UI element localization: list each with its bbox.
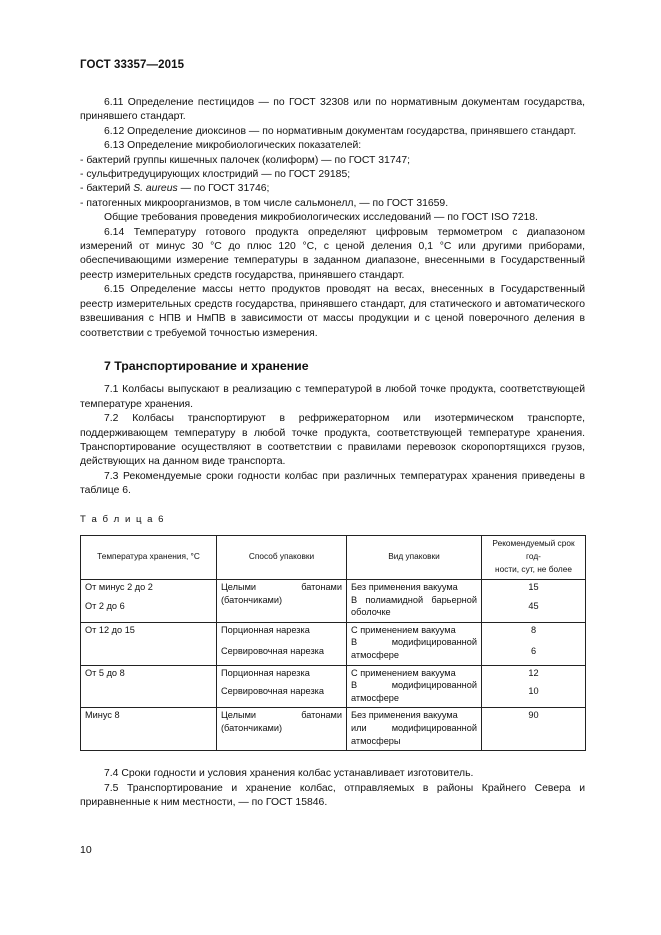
column-header-term	[482, 535, 586, 579]
cell-line: Сервировочная нарезка	[221, 646, 325, 657]
cell-line: В модифицированной атмосфере	[351, 637, 477, 660]
page-number: 10	[80, 844, 92, 856]
paragraph-6-12: 6.12 Определение диоксинов — по нормативным документам государства, принявшего стандарт.	[104, 125, 577, 137]
cell-line: 45	[528, 600, 539, 611]
cell-line: Порционная нарезка	[221, 667, 310, 678]
cell-line: С применением вакуума	[351, 624, 456, 635]
paragraph-7-1: 7.1 Колбасы выпускают в реализацию с температурой в любой точке продукта, соответствующей температуре хранения.	[80, 384, 585, 410]
paragraph-6-15: 6.15 Определение массы нетто продуктов проводят на весах, внесенных в Государственный реестр измерительных средств государства, принявшего стандарт, для статического и автоматического взвешивания с НПВ и НмПВ в зависимости от массы продукции и с ценой поверочного деления в соответствии с требуемой точностью измерения.	[80, 284, 585, 339]
table-cell	[81, 579, 217, 622]
document-body	[80, 96, 585, 810]
column-header-kind: Вид упаковки	[347, 535, 482, 579]
table-cell: 90	[482, 708, 586, 751]
table-row	[81, 665, 586, 708]
table-cell: Целыми батонами (батончиками)	[217, 708, 347, 751]
list-item-s-aureus	[80, 182, 585, 196]
list-item-prefix: - бактерий	[80, 183, 134, 195]
cell-line: От минус 2 до 2	[85, 581, 153, 592]
paragraph-7-3: 7.3 Рекомендуемые сроки годности колбас при различных температурах хранения приведены в таблице 6.	[80, 470, 585, 497]
cell-line: Порционная нарезка	[221, 624, 310, 635]
cell-line: 12	[528, 667, 539, 678]
table-cell: Целыми батонами (батончиками)	[217, 579, 347, 622]
table-cell	[482, 579, 586, 622]
list-item: - сульфитредуцирующих клостридий — по ГОСТ 29185;	[80, 169, 351, 181]
table-row	[81, 708, 586, 751]
section-title: 7 Транспортирование и хранение	[104, 358, 309, 373]
header-line: Рекомендуемый срок год-	[492, 537, 575, 561]
paragraph-7-2: 7.2 Колбасы транспортируют в рефрижераторном или изотермическом транспорте, поддерживающем температуру в любой точке продукта, соответствующей температуре хранения. Транспортирование осуществляют в соответствии с правилами перевозок скоропортящихся грузов, действующих на данном виде транспорта.	[80, 413, 585, 468]
cell-line: 8	[530, 624, 537, 635]
cell-line: От 2 до 6	[85, 600, 125, 611]
table-cell	[347, 708, 482, 751]
table-row	[81, 579, 586, 622]
cell-line: 15	[528, 581, 539, 592]
cell-line: В модифицированной атмосфере	[351, 680, 477, 703]
table-cell	[482, 665, 586, 708]
column-header-method: Способ упаковки	[217, 535, 347, 579]
table-cell	[217, 665, 347, 708]
document-header: ГОСТ 33357—2015	[80, 59, 185, 71]
header-line: ности, сут, не более	[495, 563, 572, 574]
cell-line: С применением вакуума	[351, 667, 456, 678]
storage-table	[80, 535, 586, 751]
paragraph-6-11: 6.11 Определение пестицидов — по ГОСТ 32308 или по нормативным документам государства, принявшего стандарт.	[80, 97, 585, 123]
table-cell: Минус 8	[81, 708, 217, 751]
table-header-row	[81, 535, 586, 579]
paragraph-general-requirements: Общие требования проведения микробиологических исследований — по ГОСТ ISO 7218.	[104, 212, 538, 224]
table-cell	[347, 665, 482, 708]
paragraph-6-14: 6.14 Температуру готового продукта определяют цифровым термометром с диапазоном измерений от минус 30 °С до плюс 120 °С, с ценой деления 0,1 °С или другими приборами, обеспечивающими измерение температуры в заданном диапазоне, внесенными в Государственный реестр измерительных средств государства, принявшего стандарт.	[80, 226, 585, 281]
cell-line: 6	[530, 646, 537, 657]
table-cell: От 5 до 8	[81, 665, 217, 708]
table-cell	[347, 622, 482, 665]
paragraph-7-5: 7.5 Транспортирование и хранение колбас, отправляемых в районы Крайнего Севера и приравненные к ним местности, — по ГОСТ 15846.	[80, 782, 585, 808]
table-cell	[482, 622, 586, 665]
cell-line: Без применения вакуума	[351, 710, 458, 721]
cell-line: Без применения вакуума	[351, 581, 458, 592]
table-caption: Т а б л и ц а 6	[80, 513, 165, 525]
cell-line: 10	[528, 686, 539, 697]
table-row	[81, 622, 586, 665]
cell-line: Сервировочная нарезка	[221, 686, 325, 697]
cell-line: или модифицированной атмосферы	[351, 722, 477, 746]
table-cell	[217, 622, 347, 665]
column-header-temperature: Температура хранения, °С	[81, 535, 217, 579]
paragraph-6-13: 6.13 Определение микробиологических показателей:	[104, 140, 362, 152]
list-item-suffix: — по ГОСТ 31746;	[177, 183, 270, 195]
list-item: - патогенных микроорганизмов, в том числе сальмонелл, — по ГОСТ 31659.	[80, 197, 449, 209]
table-cell	[347, 579, 482, 622]
table-cell: От 12 до 15	[81, 622, 217, 665]
list-item: - бактерий группы кишечных палочек (колиформ) — по ГОСТ 31747;	[80, 154, 411, 166]
cell-line: В полиамидной барьерной оболочке	[351, 594, 477, 618]
organism-name: S. aureus	[133, 183, 178, 195]
paragraph-7-4: 7.4 Сроки годности и условия хранения колбас устанавливает изготовитель.	[104, 768, 474, 780]
